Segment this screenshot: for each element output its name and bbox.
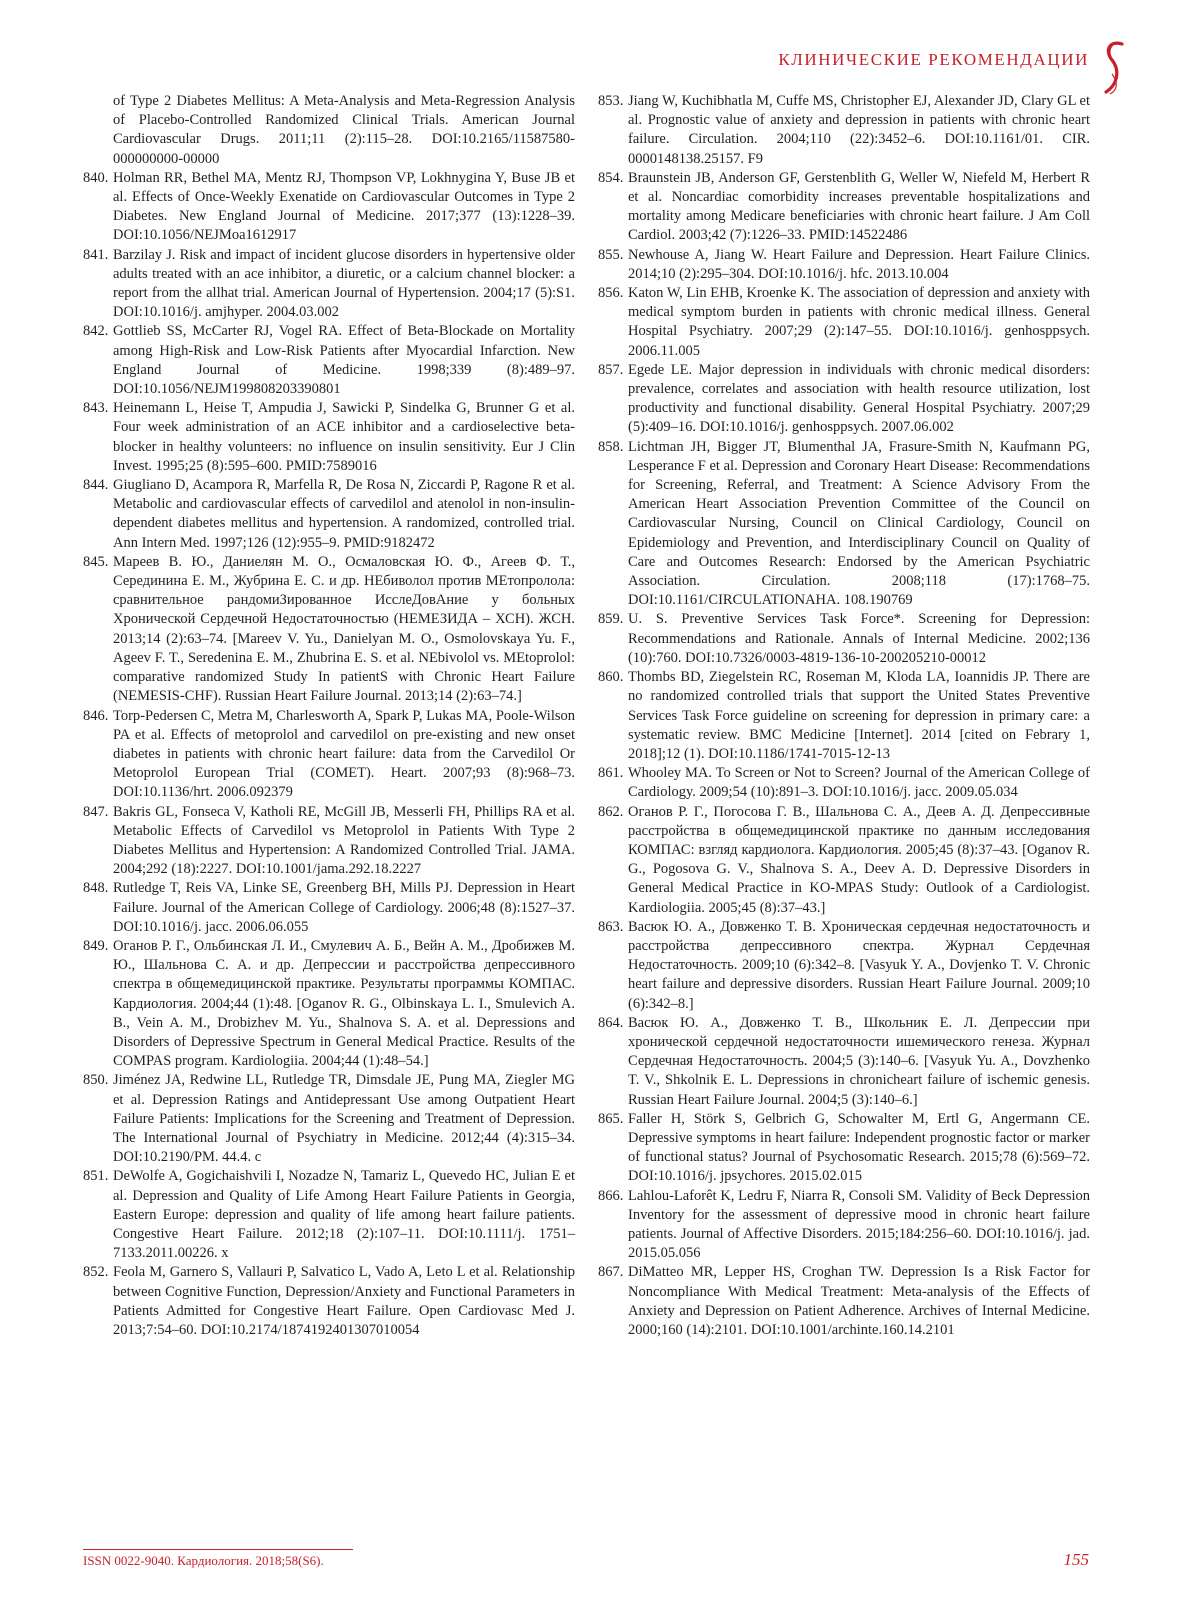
reference-item [598, 803, 1090, 918]
reference-text: Jiménez JA, Redwine LL, Rutledge TR, Dimsdale JE, Pung MA, Ziegler MG et al. Depression Ratings and Antidepressant Use among Outpatient Heart Failure Patients: Implications for the Screening and Treatment of Depression. The International Journal of Psychiatry in Medicine. 2012;44 (4):315–34. DOI:10.2190/PM. 44.4. c [113, 1072, 575, 1166]
reference-item [598, 92, 1090, 169]
reference-number: 859. [598, 611, 624, 628]
reference-text: Lahlou-Laforêt K, Ledru F, Niarra R, Consoli SM. Validity of Beck Depression Inventory for the assessment of depressive mood in chronic heart failure patients. Journal of Affective Disorders. 2015;184:256–60. DOI:10.1016/j. jad. 2015.05.056 [628, 1187, 1090, 1262]
reference-item [598, 764, 1090, 802]
reference-text: Heinemann L, Heise T, Ampudia J, Sawicki P, Sindelka G, Brunner G et al. Four week administration of an ACE inhibitor and a cardioselective beta-blocker in healthy volunteers: no influence on insulin sensitivity. Eur J Clin Invest. 1995;25 (8):595–600. PMID:7589016 [113, 400, 575, 474]
reference-item [83, 322, 575, 399]
reference-text: Whooley MA. To Screen or Not to Screen? Journal of the American College of Cardiology. 2009;54 (10):891–3. DOI:10.1016/j. jacc. 2009.05.034 [628, 765, 1090, 801]
reference-item [83, 169, 575, 246]
reference-item [598, 610, 1090, 668]
reference-text: Васюк Ю. А., Довженко Т. В., Школьник Е. Л. Депрессии при хронической сердечной недостаточности ишемического генеза. Журнал Сердечная Недостаточность. 2004;5 (3):140–6. [Vasyuk Yu. A., Dovzhenko T. V., Shkolnik E. L. Depressions in chronicheart failure of ischemic genesis. Russian Heart Failure Journal. 2004;5 (3):140–6.] [628, 1014, 1090, 1108]
footer-journal-citation: ISSN 0022-9040. Кардиология. 2018;58(S6). [83, 1553, 324, 1568]
reference-number: 843. [83, 400, 109, 417]
reference-item [83, 879, 575, 937]
reference-number: 847. [83, 803, 109, 820]
reference-number: 867. [598, 1264, 624, 1281]
reference-number: 841. [83, 246, 109, 263]
reference-number: 842. [83, 323, 109, 340]
reference-number: 866. [598, 1187, 624, 1204]
reference-text: Оганов Р. Г., Ольбинская Л. И., Смулевич А. Б., Вейн А. М., Дробижев М. Ю., Шальнова С. А. и др. Депрессии и расстройства депрессивного спектра в общемедицинской практике. Результаты программы КОМПАС. Кардиология. 2004;44 (1):48. [Oganov R. G., Olbinskaya L. I., Smulevich A. B., Vein A. M., Drobizhev M. Yu., Shalnova S. A. et al. Depressions and Disorders of Depressive Spectrum in General Medical Practice. Results of the COMPAS program. Kardiologiia. 2004;44 (1):48–54.] [113, 937, 575, 1070]
reference-text: U. S. Preventive Services Task Force*. Screening for Depression: Recommendations and Rationale. Annals of Internal Medicine. 2002;136 (10):760. DOI:10.7326/0003-4819-136-10-200205210-00012 [628, 611, 1090, 666]
reference-number: 863. [598, 918, 624, 935]
reference-number: 851. [83, 1168, 109, 1185]
reference-item [83, 707, 575, 803]
section-title: КЛИНИЧЕСКИЕ РЕКОМЕНДАЦИИ [778, 50, 1089, 69]
reference-number: 854. [598, 169, 624, 186]
page-number: 155 [1063, 1550, 1089, 1569]
reference-item [598, 668, 1090, 764]
reference-item [598, 1014, 1090, 1110]
reference-number: 864. [598, 1014, 624, 1031]
reference-text: Katon W, Lin EHB, Kroenke K. The association of depression and anxiety with medical symptom burden in patients with chronic medical illness. General Hospital Psychiatry. 2007;29 (2):147–55. DOI:10.1016/j. genhosppsych. 2006.11.005 [628, 285, 1090, 359]
reference-number: 862. [598, 803, 624, 820]
reference-number: 858. [598, 438, 624, 455]
reference-number: 850. [83, 1072, 109, 1089]
journal-s-logo-icon [1096, 38, 1130, 98]
reference-item [598, 284, 1090, 361]
reference-number: 848. [83, 880, 109, 897]
reference-item [598, 169, 1090, 246]
reference-text: Мареев В. Ю., Даниелян М. О., Осмаловская Ю. Ф., Агеев Ф. Т., Серединина Е. М., Жубрина Е. С. и др. НЕбиволол против МЕтопролола: сравнительное рандомиЗированное ИсслеДовАние у больных Хронической Сердечной Недостаточностью (НЕМЕЗИДА – ХСН). ЖСН. 2013;14 (2):63–74. [Mareev V. Yu., Danielyan M. O., Osmolovskaya Yu. F., Ageev F. T., Seredenina E. M., Zhubrina E. S. et al. NEbivolol vs. MEtoprolol: comparative randomized Study In patientS with Chronic Heart Failure (NEMESIS-CHF). Russian Heart Failure Journal. 2013;14 (2):63–74.] [113, 553, 575, 705]
reference-text: Braunstein JB, Anderson GF, Gerstenblith G, Weller W, Niefeld M, Herbert R et al. Noncardiac comorbidity increases preventable hospitalizations and mortality among Medicare beneficiaries with chronic heart failure. J Am Coll Cardiol. 2003;42 (7):1226–33. PMID:14522486 [628, 169, 1090, 244]
reference-text: Jiang W, Kuchibhatla M, Cuffe MS, Christopher EJ, Alexander JD, Clary GL et al. Prognostic value of anxiety and depression in patients with chronic heart failure. Circulation. 2004;110 (22):3452–6. DOI:10.1161/01. CIR. 0000148138.25157. F9 [628, 93, 1090, 167]
reference-text: of Type 2 Diabetes Mellitus: A Meta-Analysis and Meta-Regression Analysis of Placebo-Controlled Randomized Clinical Trials. American Journal Cardiovascular Drugs. 2011;11 (2):115–28. DOI:10.2165/11587580-000000000-00000 [113, 93, 575, 167]
reference-text: Holman RR, Bethel MA, Mentz RJ, Thompson VP, Lokhnygina Y, Buse JB et al. Effects of Once-Weekly Exenatide on Cardiovascular Outcomes in Type 2 Diabetes. New England Journal of Medicine. 2017;377 (13):1228–39. DOI:10.1056/NEJMoa1612917 [113, 169, 575, 244]
reference-text: Barzilay J. Risk and impact of incident glucose disorders in hypertensive older adults treated with an ace inhibitor, a diuretic, or a calcium channel blocker: a report from the allhat trial. American Journal of Hypertension. 2004;17 (5):S1. DOI:10.1016/j. amjhyper. 2004.03.002 [113, 246, 575, 321]
reference-text: Rutledge T, Reis VA, Linke SE, Greenberg BH, Mills PJ. Depression in Heart Failure. Journal of the American College of Cardiology. 2006;48 (8):1527–37. DOI:10.1016/j. jacc. 2006.06.055 [113, 880, 575, 935]
reference-item [83, 803, 575, 880]
reference-item [83, 553, 575, 707]
reference-number: 865. [598, 1110, 624, 1127]
reference-number: 857. [598, 361, 624, 378]
reference-number: 852. [83, 1264, 109, 1281]
reference-text: Васюк Ю. А., Довженко Т. В. Хроническая сердечная недостаточность и расстройства депрессивного спектра. Журнал Сердечная Недостаточность. 2009;10 (6):342–8. [Vasyuk Y. A., Dovjenko T. V. Chronic heart failure and depressive disorders. Russian Heart Failure Journal. 2009;10 (6):342–8.] [628, 918, 1090, 1012]
reference-text: DiMatteo MR, Lepper HS, Croghan TW. Depression Is a Risk Factor for Noncompliance With Medical Treatment: Meta-analysis of the Effects of Anxiety and Depression on Patient Adherence. Archives of Internal Medicine. 2000;160 (14):2101. DOI:10.1001/archinte.160.14.2101 [628, 1264, 1090, 1338]
reference-number: 846. [83, 707, 109, 724]
reference-number: 844. [83, 477, 109, 494]
reference-number: 849. [83, 937, 109, 954]
left-reference-column [83, 92, 575, 1340]
reference-item [83, 399, 575, 476]
reference-item [598, 361, 1090, 438]
reference-item [598, 918, 1090, 1014]
reference-number: 856. [598, 285, 624, 302]
reference-text: Gottlieb SS, McCarter RJ, Vogel RA. Effect of Beta-Blockade on Mortality among High-Risk and Low-Risk Patients after Myocardial Infarction. New England Journal of Medicine. 1998;339 (8):489–97. DOI:10.1056/NEJM199808203390801 [113, 323, 575, 398]
reference-text: Feola M, Garnero S, Vallauri P, Salvatico L, Vado A, Leto L et al. Relationship between Cognitive Function, Depression/Anxiety and Functional Parameters in Patients Admitted for Congestive Heart Failure. Open Cardiovasc Med J. 2013;7:54–60. DOI:10.2174/1874192401307010054 [113, 1264, 575, 1338]
reference-item [598, 246, 1090, 284]
reference-item [83, 92, 575, 169]
reference-number: 861. [598, 765, 624, 782]
reference-item [83, 937, 575, 1071]
right-reference-column [598, 92, 1090, 1340]
reference-number: 845. [83, 553, 109, 570]
reference-item [598, 438, 1090, 611]
reference-number: 840. [83, 169, 109, 186]
reference-text: Lichtman JH, Bigger JT, Blumenthal JA, Frasure-Smith N, Kaufmann PG, Lesperance F et al. Depression and Coronary Heart Disease: Recommendations for Screening, Referral, and Treatment: A Science Advisory From the American Heart Association Prevention Committee of the Council on Cardiovascular Nursing, Council on Clinical Cardiology, Council on Epidemiology and Prevention, and Interdisciplinary Council on Quality of Care and Outcomes Research: Endorsed by the American Psychiatric Association. Circulation. 2008;118 (17):1768–75. DOI:10.1161/CIRCULATIONAHA. 108.190769 [628, 438, 1090, 609]
reference-text: Newhouse A, Jiang W. Heart Failure and Depression. Heart Failure Clinics. 2014;10 (2):295–304. DOI:10.1016/j. hfc. 2013.10.004 [628, 246, 1090, 282]
reference-item [83, 246, 575, 323]
reference-text: Оганов Р. Г., Погосова Г. В., Шальнова С. А., Деев А. Д. Депрессивные расстройства в общемедицинской практике по данным исследования КОМПАС: взгляд кардиолога. Кардиология. 2005;45 (8):37–43. [Oganov R. G., Pogosova G. V., Shalnova S. A., Deev A. D. Depressive Disorders in General Medical Practice in KO-MPAS Study: Outlook of a Cardiologist. Kardiologiia. 2005;45 (8):37–43.] [628, 803, 1090, 916]
reference-text: Egede LE. Major depression in individuals with chronic medical disorders: prevalence, correlates and association with health resource utilization, lost productivity and functional disability. General Hospital Psychiatry. 2007;29 (5):409–16. DOI:10.1016/j. genhosppsych. 2007.06.002 [628, 361, 1090, 436]
reference-item [83, 1167, 575, 1263]
reference-number: 853. [598, 93, 624, 109]
reference-text: Torp-Pedersen C, Metra M, Charlesworth A, Spark P, Lukas MA, Poole-Wilson PA et al. Effects of metoprolol and carvedilol on pre-existing and new onset diabetes in patients with chronic heart failure: data from the Carvedilol Or Metoprolol European Trial (COMET). Heart. 2007;93 (8):968–73. DOI:10.1136/hrt. 2006.092379 [113, 707, 575, 801]
footer-divider [83, 1549, 353, 1550]
reference-number: 860. [598, 669, 624, 686]
reference-item [83, 1263, 575, 1340]
reference-text: Thombs BD, Ziegelstein RC, Roseman M, Kloda LA, Ioannidis JP. There are no randomized controlled trials that support the United States Preventive Services Task Force guideline on screening for depression in primary care: a systematic review. BMC Medicine [Internet]. 2014 [cited on Febrary 1, 2018];12 (1). DOI:10.1186/1741-7015-12-13 [628, 669, 1090, 762]
reference-item [83, 476, 575, 553]
reference-text: Bakris GL, Fonseca V, Katholi RE, McGill JB, Messerli FH, Phillips RA et al. Metabolic Effects of Carvedilol vs Metoprolol in Patients With Type 2 Diabetes Mellitus and Hypertension: A Randomized Controlled Trial. JAMA. 2004;292 (18):2227. DOI:10.1001/jama.292.18.2227 [113, 803, 575, 878]
reference-text: DeWolfe A, Gogichaishvili I, Nozadze N, Tamariz L, Quevedo HC, Julian E et al. Depression and Quality of Life Among Heart Failure Patients in Georgia, Eastern Europe: depression and quality of life among heart failure patients. Congestive Heart Failure. 2012;18 (2):107–11. DOI:10.1111/j. 1751–7133.2011.00226. x [113, 1168, 575, 1262]
reference-item [598, 1187, 1090, 1264]
reference-item [598, 1110, 1090, 1187]
reference-item [83, 1071, 575, 1167]
reference-text: Giugliano D, Acampora R, Marfella R, De Rosa N, Ziccardi P, Ragone R et al. Metabolic and cardiovascular effects of carvedilol and atenolol in non-insulin-dependent diabetes mellitus and hypertension. A randomized, controlled trial. Ann Intern Med. 1997;126 (12):955–9. PMID:9182472 [113, 477, 575, 551]
reference-item [598, 1263, 1090, 1340]
reference-number: 855. [598, 246, 624, 263]
reference-text: Faller H, Störk S, Gelbrich G, Schowalter M, Ertl G, Angermann CE. Depressive symptoms in heart failure: Independent prognostic factor or marker of functional status? Journal of Psychosomatic Research. 2015;78 (6):569–72. DOI:10.1016/j. jpsychores. 2015.02.015 [628, 1110, 1090, 1185]
